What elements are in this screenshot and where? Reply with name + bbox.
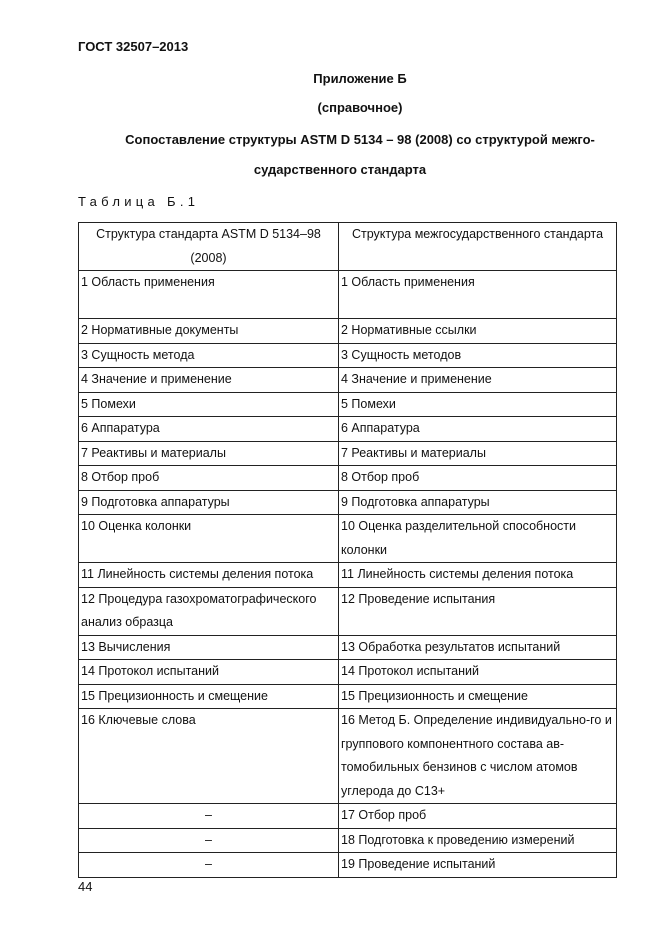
astm-section-cell: 12 Процедура газохроматографического анализ образца <box>79 587 339 635</box>
table-row <box>79 392 617 417</box>
table-row <box>79 490 617 515</box>
interstate-section-cell: 7 Реактивы и материалы <box>339 441 617 466</box>
table-body <box>79 271 617 878</box>
table-row <box>79 660 617 685</box>
column-header-astm: Структура стандарта ASTM D 5134–98 (2008) <box>79 223 339 271</box>
astm-section-cell: 8 Отбор проб <box>79 466 339 491</box>
appendix-title: Приложение Б <box>313 71 407 86</box>
interstate-section-cell: 18 Подготовка к проведению измерений <box>339 828 617 853</box>
interstate-section-cell: 6 Аппаратура <box>339 417 617 442</box>
column-header-interstate: Структура межгосударственного стандарта <box>339 223 617 271</box>
table-row <box>79 319 617 344</box>
table-header-row <box>79 223 617 271</box>
astm-section-cell: – <box>79 853 339 878</box>
table-row <box>79 441 617 466</box>
astm-section-cell: – <box>79 804 339 829</box>
document-code: ГОСТ 32507–2013 <box>78 39 189 54</box>
astm-section-cell: 11 Линейность системы деления потока <box>79 563 339 588</box>
interstate-section-cell: 1 Область применения <box>339 271 617 319</box>
appendix-heading-line-1: Сопоставление структуры ASTM D 5134 – 98 (2008) со структурой межго- <box>125 132 595 147</box>
structure-comparison-table <box>78 222 617 878</box>
astm-section-cell: 10 Оценка колонки <box>79 515 339 563</box>
interstate-section-cell: 3 Сущность методов <box>339 343 617 368</box>
table-row <box>79 828 617 853</box>
interstate-section-cell: 5 Помехи <box>339 392 617 417</box>
astm-section-cell: 14 Протокол испытаний <box>79 660 339 685</box>
table-caption: Таблица Б.1 <box>78 194 200 209</box>
table-row <box>79 515 617 563</box>
table-row <box>79 343 617 368</box>
interstate-section-cell: 8 Отбор проб <box>339 466 617 491</box>
astm-section-cell: 15 Прецизионность и смещение <box>79 684 339 709</box>
astm-section-cell: 9 Подготовка аппаратуры <box>79 490 339 515</box>
table-row <box>79 417 617 442</box>
astm-section-cell: 1 Область применения <box>79 271 339 319</box>
table-row <box>79 368 617 393</box>
table-row <box>79 804 617 829</box>
interstate-section-cell: 14 Протокол испытаний <box>339 660 617 685</box>
interstate-section-cell: 2 Нормативные ссылки <box>339 319 617 344</box>
table-row <box>79 853 617 878</box>
table-row <box>79 587 617 635</box>
astm-section-cell: 16 Ключевые слова <box>79 709 339 804</box>
interstate-section-cell: 16 Метод Б. Определение индивидуально-го и группового компонентного состава ав-томобильных бензинов с числом атомов углерода до С13+ <box>339 709 617 804</box>
astm-section-cell: 3 Сущность метода <box>79 343 339 368</box>
interstate-section-cell: 9 Подготовка аппаратуры <box>339 490 617 515</box>
astm-section-cell: 4 Значение и применение <box>79 368 339 393</box>
table-row <box>79 684 617 709</box>
appendix-heading-line-2: сударственного стандарта <box>253 162 427 177</box>
table-row <box>79 271 617 319</box>
interstate-section-cell: 17 Отбор проб <box>339 804 617 829</box>
astm-section-cell: – <box>79 828 339 853</box>
table-row <box>79 466 617 491</box>
table-row <box>79 635 617 660</box>
astm-section-cell: 2 Нормативные документы <box>79 319 339 344</box>
interstate-section-cell: 11 Линейность системы деления потока <box>339 563 617 588</box>
interstate-section-cell: 10 Оценка разделительной способности колонки <box>339 515 617 563</box>
interstate-section-cell: 19 Проведение испытаний <box>339 853 617 878</box>
appendix-note: (справочное) <box>317 100 403 115</box>
astm-section-cell: 5 Помехи <box>79 392 339 417</box>
page-number: 44 <box>78 879 93 894</box>
astm-section-cell: 7 Реактивы и материалы <box>79 441 339 466</box>
interstate-section-cell: 13 Обработка результатов испытаний <box>339 635 617 660</box>
table-row <box>79 563 617 588</box>
table-row <box>79 709 617 804</box>
interstate-section-cell: 4 Значение и применение <box>339 368 617 393</box>
astm-section-cell: 6 Аппаратура <box>79 417 339 442</box>
interstate-section-cell: 15 Прецизионность и смещение <box>339 684 617 709</box>
interstate-section-cell: 12 Проведение испытания <box>339 587 617 635</box>
astm-section-cell: 13 Вычисления <box>79 635 339 660</box>
